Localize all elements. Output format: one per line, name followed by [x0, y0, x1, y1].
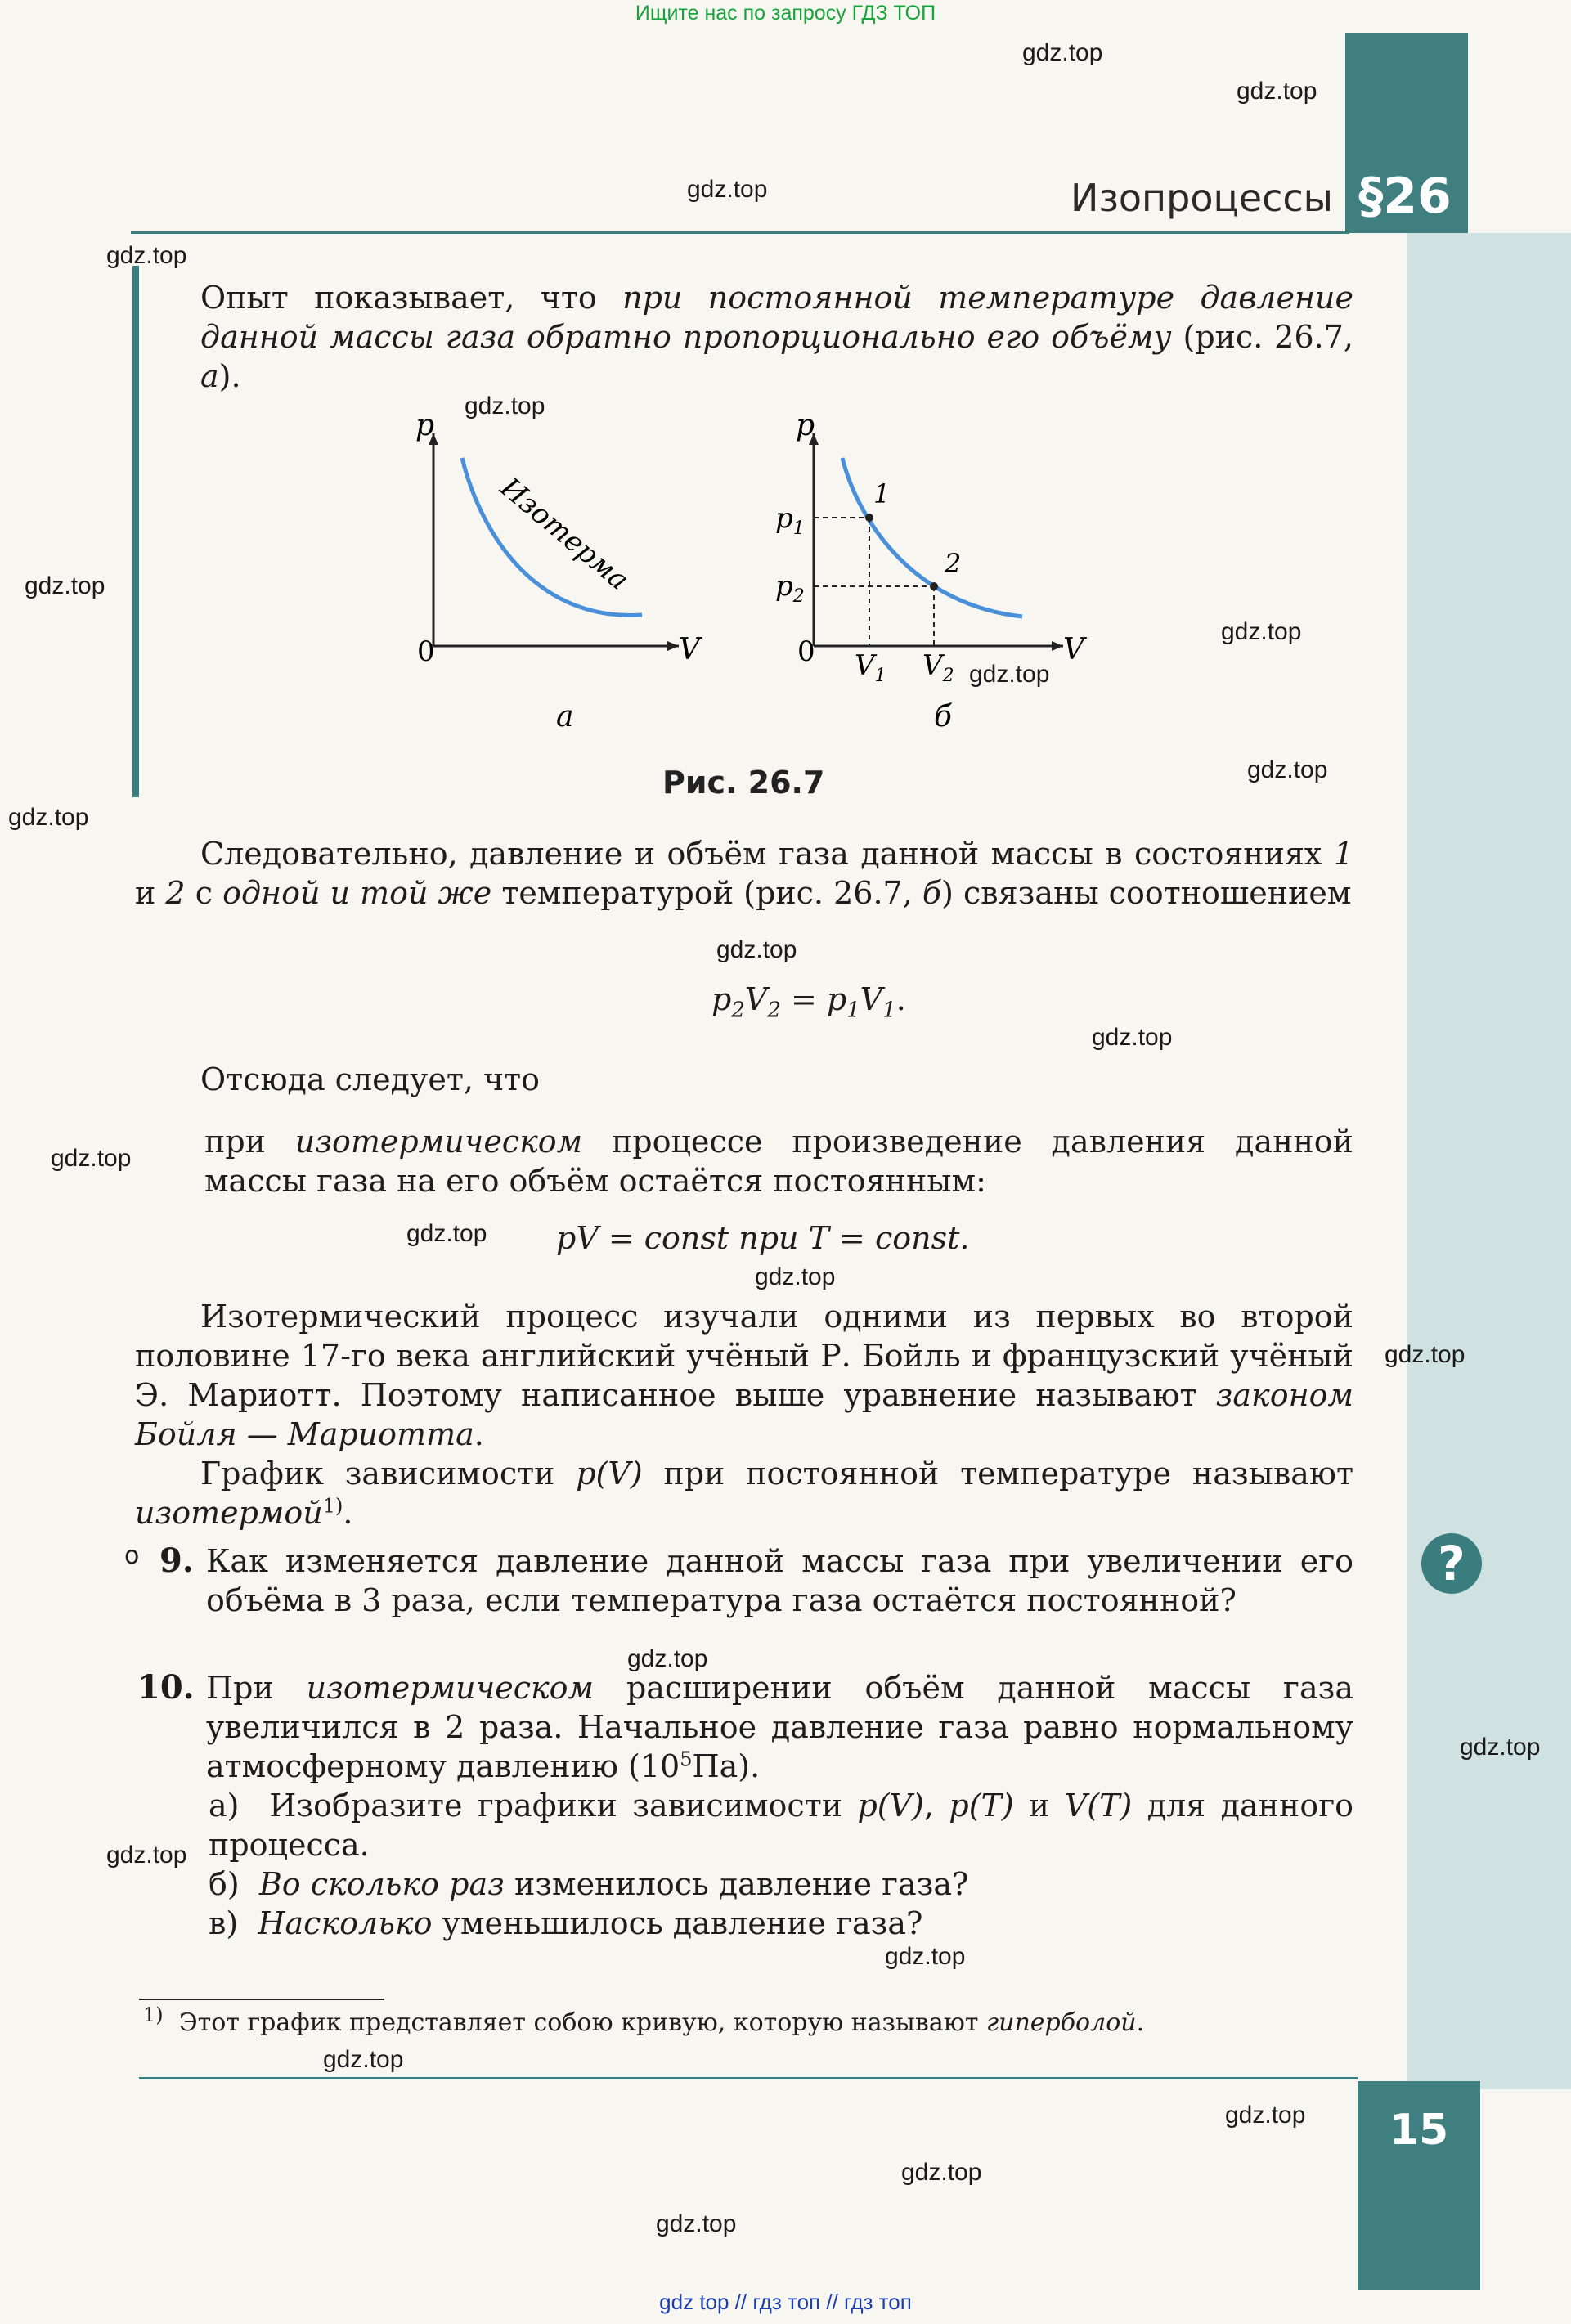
watermark: gdz.top — [1247, 756, 1328, 783]
watermark: gdz.top — [51, 1145, 132, 1172]
paragraph-experiment: Опыт показывает, что при постоянной температуре давление данной массы газа обратно пропорционально его объёму (рис. 26.7, а). — [200, 280, 1353, 394]
footnote: $^{1)}$ Этот график представляет собою кривую, которую называют гиперболой. — [143, 2003, 1145, 2037]
origin-b: 0 — [797, 635, 815, 668]
watermark: gdz.top — [1092, 1024, 1173, 1051]
question-icon: ? — [1421, 1533, 1482, 1594]
p1-label: $p_1$ — [775, 502, 805, 539]
rule-statement: при изотермическом процессе произведение давления данной массы газа на его объём остаётся постоянным: — [204, 1124, 1353, 1199]
watermark: gdz.top — [25, 572, 105, 599]
q10-item-c: в) Насколько уменьшилось давление газа? — [209, 1905, 923, 1941]
figure-26-7 — [360, 401, 1096, 744]
watermark: gdz.top — [1385, 1341, 1466, 1368]
watermark: gdz.top — [8, 804, 89, 831]
watermark: gdz.top — [1237, 78, 1317, 105]
q10-text: При изотермическом расширении объём данной массы газа увеличился в 2 раза. Начальное давление газа равно нормальному атмосферному давлению $(10^5Па)$. — [206, 1670, 1353, 1784]
watermark: gdz.top — [1022, 39, 1103, 66]
isotherm-label: Изотерма — [494, 471, 635, 597]
watermark: gdz.top — [106, 1842, 187, 1869]
panel-a-label: а — [556, 700, 574, 734]
watermark: gdz.top — [627, 1645, 708, 1672]
v2-label: $V_2$ — [922, 649, 954, 686]
q9-text: Как изменяется давление данной массы газа при увеличении его объёма в 3 раза, если температура газа остаётся постоянной? — [206, 1543, 1353, 1618]
bottom-note: gdz top // гдз топ // гдз топ — [659, 2290, 912, 2314]
page-number: 15 — [1389, 2106, 1449, 2155]
footnote-rule — [139, 1999, 384, 2000]
watermark: gdz.top — [901, 2159, 982, 2186]
watermark: gdz.top — [406, 1220, 487, 1247]
section-badge: §26 — [1358, 168, 1452, 225]
q10-number: 10. — [137, 1668, 195, 1707]
formula-p2v2-p1v1: $p_2V_2 = p_1V_1$. — [711, 981, 906, 1023]
watermark: gdz.top — [656, 2210, 737, 2237]
q9-marker: о — [124, 1541, 140, 1570]
axis-p: p — [415, 409, 435, 442]
watermark: gdz.top — [885, 1943, 966, 1970]
figure-caption: Рис. 26.7 — [662, 765, 825, 801]
watermark: gdz.top — [1460, 1734, 1541, 1761]
left-accent-bar — [132, 266, 139, 797]
watermark: gdz.top — [755, 1263, 836, 1290]
paragraph-history: Изотермический процесс изучали одними из первых во второй половине 17-го века английский учёный Р. Бойль и французский учёный Э. Мариотт. Поэтому написанное выше уравнение называют законом Бойля — Мариотта. — [135, 1299, 1353, 1452]
paragraph-hence: Отсюда следует, что — [200, 1061, 541, 1097]
q10-item-a: а) Изобразите графики зависимости p(V), p(T) и V(T) для данного процесса. — [209, 1788, 1353, 1863]
point-2-label: 2 — [945, 548, 962, 579]
axis-v: V — [679, 633, 700, 666]
watermark: gdz.top — [1221, 618, 1302, 645]
footer-rule — [139, 2077, 1358, 2079]
origin: 0 — [417, 635, 435, 668]
page-title: Изопроцессы — [1071, 176, 1333, 220]
formula-boyle: pV = const при T = const. — [556, 1220, 970, 1256]
panel-b-label: б — [934, 700, 952, 734]
watermark: gdz.top — [716, 936, 797, 963]
point-1-label: 1 — [873, 478, 891, 509]
watermark: gdz.top — [687, 176, 768, 203]
q9-number: 9. — [159, 1541, 194, 1580]
watermark: gdz.top — [465, 393, 545, 419]
p2-label: $p_2$ — [775, 570, 805, 607]
top-note: Ищите нас по запросу ГДЗ ТОП — [635, 2, 936, 25]
right-margin-band — [1407, 233, 1571, 2089]
paragraph-isotherm-def: График зависимости p(V) при постоянной температуре называют изотермой$^{1)}$. — [135, 1456, 1353, 1531]
watermark: gdz.top — [323, 2046, 404, 2073]
q10-item-b: б) Во сколько раз изменилось давление газа? — [209, 1866, 969, 1902]
header-rule — [131, 231, 1349, 234]
watermark: gdz.top — [1225, 2102, 1306, 2129]
v1-label: $V_1$ — [855, 649, 886, 686]
axis-v-b: V — [1063, 633, 1084, 666]
panel-a — [415, 409, 703, 734]
axis-p-b: p — [796, 409, 815, 442]
watermark: gdz.top — [106, 242, 187, 269]
paragraph-consequence: Следовательно, давление и объём газа данной массы в состояниях 1 и 2 с одной и той же температурой (рис. 26.7, б) связаны соотношением — [135, 836, 1353, 911]
watermark: gdz.top — [969, 661, 1050, 688]
